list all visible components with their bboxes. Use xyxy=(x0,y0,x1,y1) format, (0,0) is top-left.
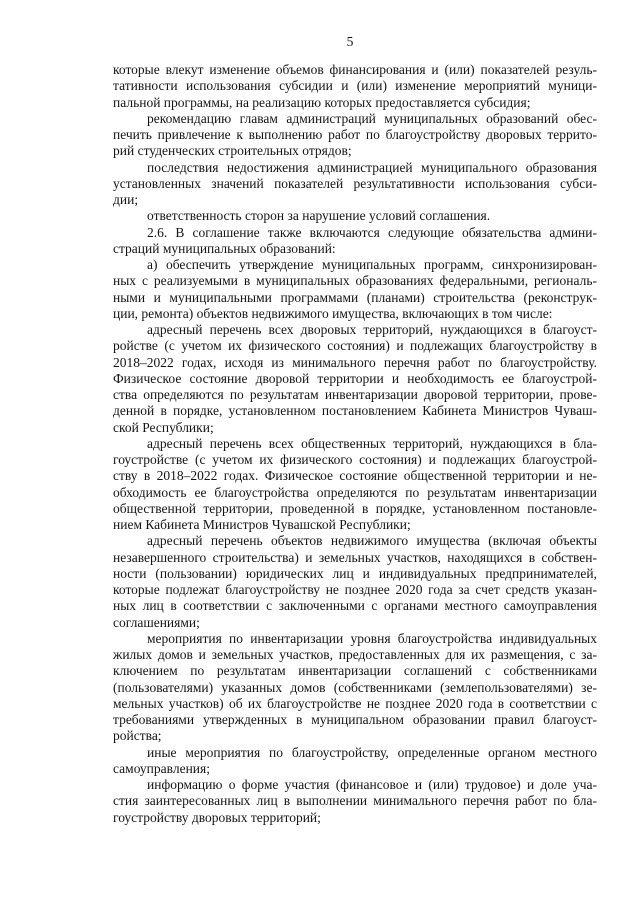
text-line: ской Республики; xyxy=(113,419,214,435)
text-line: нием Кабинета Министров Чувашской Республики; xyxy=(113,517,411,532)
text-line: установленных значений показателей результативности использования субси- xyxy=(113,175,597,191)
text-line: иные мероприятия по благоустройству, определенные органом местного xyxy=(147,744,597,760)
text-line: требованиями утвержденных в муниципальном образовании правил благоуст- xyxy=(113,712,597,727)
text-line: самоуправления; xyxy=(113,760,210,776)
text-line: общественной территории, проведенной в порядке, установленном постановле- xyxy=(113,500,597,516)
text-line: ции, ремонта) объектов недвижимого имущества, включающих в том числе: xyxy=(113,305,553,321)
text-line: информацию о форме участия (финансовое и (или) трудовое) и доле уча- xyxy=(147,777,597,792)
text-line: а) обеспечить утверждение муниципальных программ, синхронизирован- xyxy=(147,257,597,272)
text-line: денной в порядке, установленном постановлением Кабинета Министров Чуваш- xyxy=(113,403,597,419)
text-line: жилых домов и земельных участков, предоставленных для их размещения, с за- xyxy=(113,647,597,662)
text-line: ству в 2018–2022 годах. Физическое состояние общественной территории и не- xyxy=(113,468,597,484)
text-line: последствия недостижения администрацией муниципального образования xyxy=(147,159,597,175)
text-line: дии; xyxy=(113,192,139,207)
text-line: мельных участков) об их благоустройстве не позднее 2020 года в соответствии с xyxy=(113,695,597,711)
address-list-public-territories xyxy=(113,436,597,534)
body-text xyxy=(113,62,597,826)
text-line: адресный перечень объектов недвижимого имущества (включая объекты xyxy=(147,533,597,549)
text-line: ройства; xyxy=(113,728,162,744)
text-line: печить привлечение к выполнению работ по благоустройству дворовых террито- xyxy=(113,127,597,142)
text-line: которые влекут изменение объемов финансирования и (или) показателей резуль- xyxy=(113,62,597,77)
text-line: стия заинтересованных лиц в выполнении минимального перечня работ по бла- xyxy=(113,793,597,809)
text-line: гоустройству дворовых территорий; xyxy=(113,809,321,825)
page-number: 5 xyxy=(346,34,354,49)
text-line: тативности использования субсидии и (или) изменение мероприятий муници- xyxy=(113,78,597,94)
text-line: пальной программы, на реализацию которых предоставляется субсидия; xyxy=(113,94,531,110)
text-line: ными и муниципальными программами (планами) строительства (реконструк- xyxy=(113,289,597,305)
text-line: 2.6. В соглашение также включаются следующие обязательства админи- xyxy=(147,224,597,240)
text-line: незавершенного строительства) и земельных участков, находящихся в собствен- xyxy=(113,549,597,565)
text-line: соглашениями; xyxy=(113,614,200,630)
text-line: (пользователями) указанных домов (собственниками (землепользователями) зе- xyxy=(113,679,597,695)
paragraph-recommendation-student-teams xyxy=(113,111,597,160)
clause-2-6 xyxy=(113,225,597,258)
text-line: Физическое состояние дворовой территории и необходимость ее благоустрой- xyxy=(113,370,597,386)
paragraph-continuation xyxy=(113,62,597,111)
text-line: рий студенческих строительных отрядов; xyxy=(113,143,352,159)
other-measures xyxy=(113,745,597,778)
text-line: ройстве (с учетом их физического состояния) и подлежащих благоустройству в xyxy=(113,338,597,354)
text-line: ства определяются по результатам инвентаризации дворовой территории, прове- xyxy=(113,387,597,402)
item-a xyxy=(113,257,597,322)
text-line: обходимость ее благоустройства определяются по результатам инвентаризации xyxy=(113,484,597,500)
address-list-yard-territories xyxy=(113,322,597,436)
text-line: гоустройстве (с учетом их физического состояния) и подлежащих благоустрой- xyxy=(113,452,597,467)
text-line: рекомендацию главам администраций муниципальных образований обес- xyxy=(147,110,597,126)
text-line: мероприятия по инвентаризации уровня благоустройства индивидуальных xyxy=(147,630,597,646)
text-line: страций муниципальных образований: xyxy=(113,240,336,256)
text-line: адресный перечень всех дворовых территорий, нуждающихся в благоуст- xyxy=(147,322,597,337)
inventory-measures xyxy=(113,631,597,745)
text-line: ответственность сторон за нарушение условий соглашения. xyxy=(147,208,491,224)
text-line: ных лиц в соответствии с заключенными с органами местного самоуправления xyxy=(113,598,597,614)
text-line: которые подлежат благоустройству не позднее 2020 года за счет средств указан- xyxy=(113,582,597,597)
participation-info xyxy=(113,777,597,826)
text-line: адресный перечень всех общественных территорий, нуждающихся в бла- xyxy=(147,435,597,451)
address-list-real-estate xyxy=(113,533,597,631)
text-line: 2018–2022 годах, исходя из минимального перечня работ по благоустройству. xyxy=(113,354,597,370)
text-line: ключением по результатам инвентаризации соглашений с собственниками xyxy=(113,663,597,679)
text-line: ных с реализуемыми в муниципальных образованиях федеральными, региональ- xyxy=(113,273,597,289)
paragraph-responsibility xyxy=(113,208,597,224)
text-line: ности (пользовании) юридических лиц и индивидуальных предпринимателей, xyxy=(113,565,597,581)
paragraph-consequences xyxy=(113,160,597,209)
